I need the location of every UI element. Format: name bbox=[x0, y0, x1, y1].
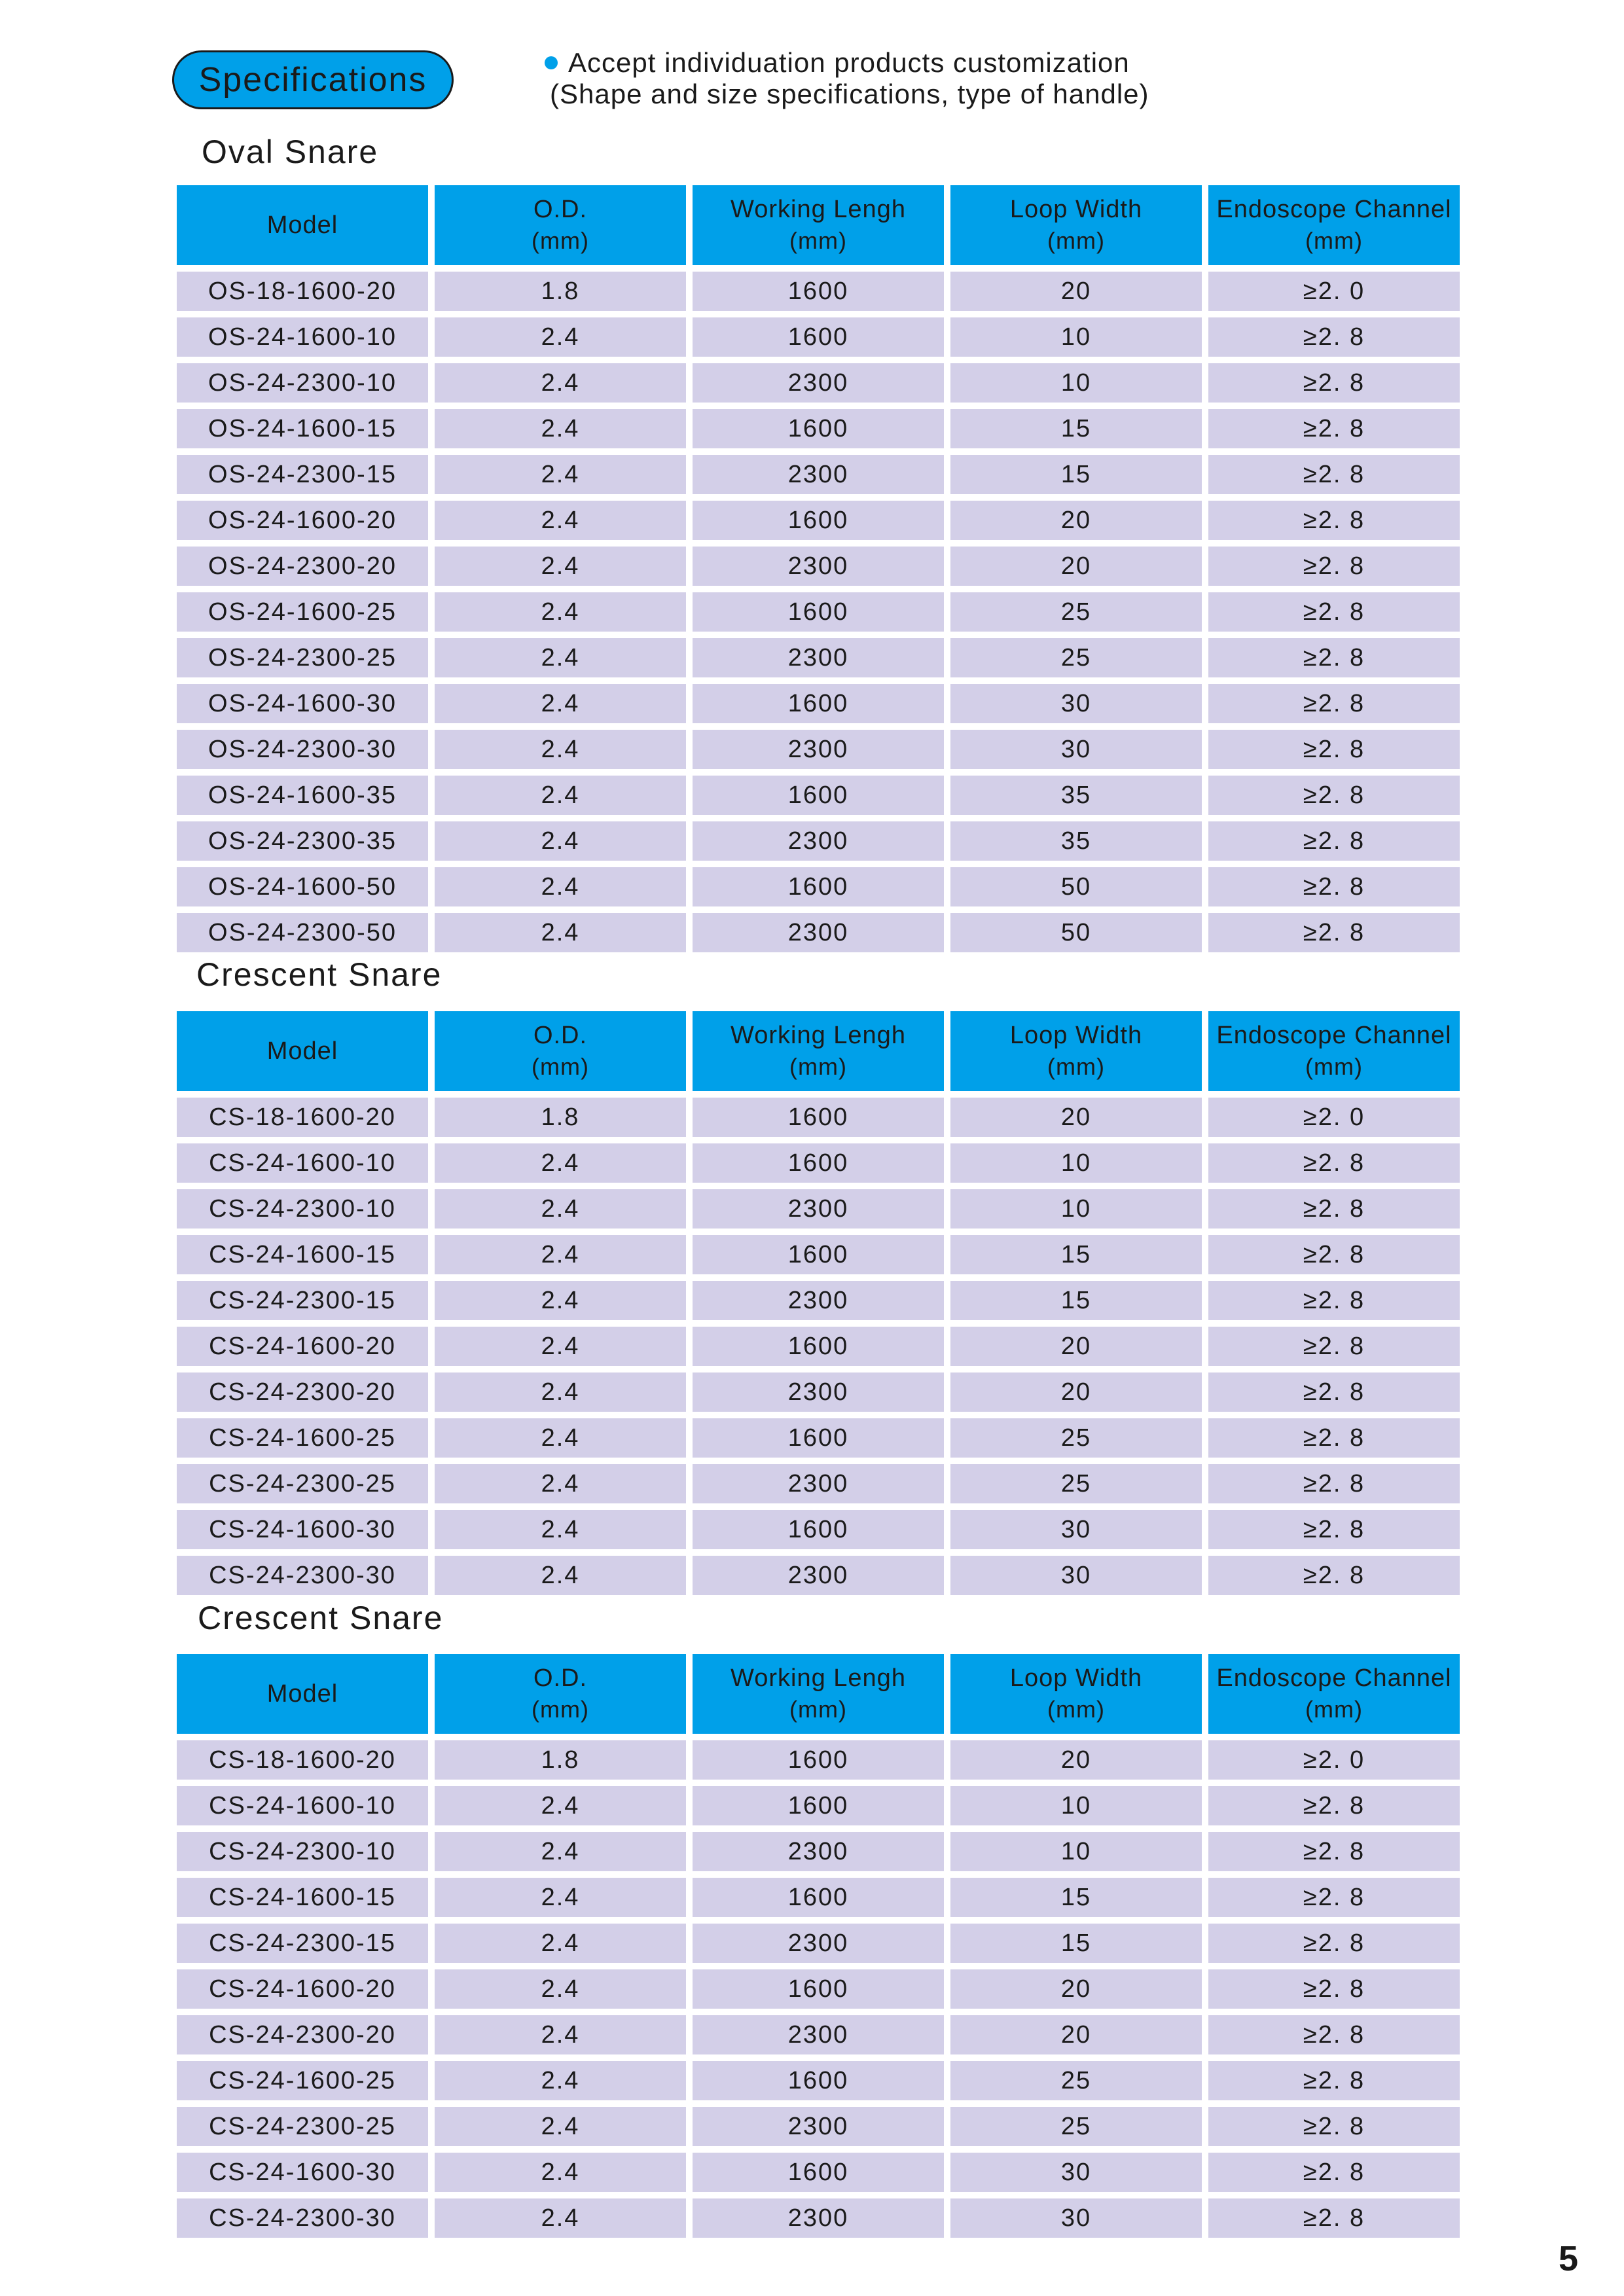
cell-loop-width: 15 bbox=[950, 455, 1202, 494]
cell-loop-width: 50 bbox=[950, 867, 1202, 906]
cell-od: 2.4 bbox=[435, 592, 686, 632]
column-header-unit: (mm) bbox=[532, 1053, 589, 1080]
cell-model: CS-24-1600-30 bbox=[177, 2153, 428, 2192]
cell-od: 2.4 bbox=[435, 1556, 686, 1595]
cell-working-length: 1600 bbox=[693, 1327, 944, 1366]
cell-working-length: 1600 bbox=[693, 1510, 944, 1549]
cell-working-length: 2300 bbox=[693, 1372, 944, 1412]
column-header-unit: (mm) bbox=[789, 1053, 847, 1080]
cell-od: 2.4 bbox=[435, 2107, 686, 2146]
cell-working-length: 1600 bbox=[693, 1143, 944, 1183]
cell-model: OS-24-2300-50 bbox=[177, 913, 428, 952]
cell-endoscope-channel: ≥2. 8 bbox=[1208, 1143, 1460, 1183]
column-header-model bbox=[177, 185, 428, 265]
column-header-loop-width bbox=[950, 185, 1202, 265]
cell-working-length: 1600 bbox=[693, 592, 944, 632]
cell-model: CS-24-2300-10 bbox=[177, 1189, 428, 1229]
cell-od: 2.4 bbox=[435, 1189, 686, 1229]
cell-endoscope-channel: ≥2. 8 bbox=[1208, 867, 1460, 906]
cell-loop-width: 20 bbox=[950, 1740, 1202, 1780]
cell-loop-width: 10 bbox=[950, 1786, 1202, 1825]
spec-table bbox=[177, 1011, 1460, 1595]
column-header-label: O.D. bbox=[533, 196, 588, 223]
cell-od: 2.4 bbox=[435, 776, 686, 815]
cell-endoscope-channel: ≥2. 0 bbox=[1208, 272, 1460, 311]
cell-loop-width: 15 bbox=[950, 1235, 1202, 1274]
cell-loop-width: 10 bbox=[950, 363, 1202, 403]
cell-working-length: 1600 bbox=[693, 2153, 944, 2192]
cell-od: 2.4 bbox=[435, 1372, 686, 1412]
column-header-label: Loop Width bbox=[1009, 196, 1143, 223]
cell-loop-width: 25 bbox=[950, 638, 1202, 677]
column-header-label: Working Lengh bbox=[731, 196, 906, 223]
cell-endoscope-channel: ≥2. 8 bbox=[1208, 1832, 1460, 1871]
cell-od: 2.4 bbox=[435, 2198, 686, 2238]
section-title-oval-snare: Oval Snare bbox=[202, 134, 379, 170]
cell-endoscope-channel: ≥2. 8 bbox=[1208, 455, 1460, 494]
cell-working-length: 1600 bbox=[693, 317, 944, 357]
cell-od: 2.4 bbox=[435, 2153, 686, 2192]
cell-loop-width: 15 bbox=[950, 1924, 1202, 1963]
cell-working-length: 1600 bbox=[693, 1878, 944, 1917]
cell-od: 2.4 bbox=[435, 1832, 686, 1871]
cell-working-length: 2300 bbox=[693, 363, 944, 403]
cell-working-length: 2300 bbox=[693, 1464, 944, 1503]
cell-od: 2.4 bbox=[435, 1510, 686, 1549]
cell-od: 2.4 bbox=[435, 501, 686, 540]
cell-endoscope-channel: ≥2. 8 bbox=[1208, 501, 1460, 540]
cell-loop-width: 30 bbox=[950, 1510, 1202, 1549]
cell-od: 2.4 bbox=[435, 1878, 686, 1917]
column-header-label: Endoscope Channel bbox=[1216, 196, 1452, 223]
cell-endoscope-channel: ≥2. 8 bbox=[1208, 2198, 1460, 2238]
cell-od: 2.4 bbox=[435, 409, 686, 448]
cell-model: CS-24-1600-25 bbox=[177, 1418, 428, 1458]
cell-endoscope-channel: ≥2. 8 bbox=[1208, 1878, 1460, 1917]
column-header-label: O.D. bbox=[533, 1022, 588, 1049]
cell-loop-width: 20 bbox=[950, 2015, 1202, 2054]
cell-model: CS-24-2300-30 bbox=[177, 2198, 428, 2238]
section-title-crescent-snare: Crescent Snare bbox=[198, 1600, 444, 1636]
cell-working-length: 1600 bbox=[693, 272, 944, 311]
cell-endoscope-channel: ≥2. 8 bbox=[1208, 1281, 1460, 1320]
cell-working-length: 1600 bbox=[693, 684, 944, 723]
cell-endoscope-channel: ≥2. 8 bbox=[1208, 2153, 1460, 2192]
cell-model: OS-24-2300-20 bbox=[177, 547, 428, 586]
cell-od: 2.4 bbox=[435, 821, 686, 861]
cell-od: 2.4 bbox=[435, 1969, 686, 2009]
cell-model: CS-24-1600-25 bbox=[177, 2061, 428, 2100]
cell-endoscope-channel: ≥2. 0 bbox=[1208, 1740, 1460, 1780]
cell-od: 1.8 bbox=[435, 272, 686, 311]
cell-working-length: 2300 bbox=[693, 1556, 944, 1595]
cell-model: CS-24-2300-15 bbox=[177, 1281, 428, 1320]
cell-od: 2.4 bbox=[435, 638, 686, 677]
cell-model: OS-24-2300-25 bbox=[177, 638, 428, 677]
cell-od: 2.4 bbox=[435, 2061, 686, 2100]
cell-model: CS-24-2300-15 bbox=[177, 1924, 428, 1963]
cell-loop-width: 20 bbox=[950, 272, 1202, 311]
cell-working-length: 1600 bbox=[693, 1418, 944, 1458]
cell-model: CS-24-1600-10 bbox=[177, 1786, 428, 1825]
cell-loop-width: 20 bbox=[950, 501, 1202, 540]
cell-model: CS-24-1600-20 bbox=[177, 1969, 428, 2009]
cell-endoscope-channel: ≥2. 8 bbox=[1208, 684, 1460, 723]
cell-loop-width: 10 bbox=[950, 1143, 1202, 1183]
page-number: 5 bbox=[1558, 2239, 1578, 2278]
cell-loop-width: 30 bbox=[950, 684, 1202, 723]
column-header-unit: (mm) bbox=[1305, 227, 1363, 254]
cell-working-length: 1600 bbox=[693, 1235, 944, 1274]
cell-od: 1.8 bbox=[435, 1098, 686, 1137]
cell-loop-width: 30 bbox=[950, 1556, 1202, 1595]
cell-model: OS-24-2300-10 bbox=[177, 363, 428, 403]
cell-loop-width: 20 bbox=[950, 1372, 1202, 1412]
column-header-unit: (mm) bbox=[1305, 1053, 1363, 1080]
cell-model: CS-24-2300-20 bbox=[177, 2015, 428, 2054]
cell-working-length: 2300 bbox=[693, 1924, 944, 1963]
cell-od: 2.4 bbox=[435, 1924, 686, 1963]
cell-working-length: 1600 bbox=[693, 1740, 944, 1780]
note-text-1: Accept individuation products customization bbox=[568, 47, 1130, 78]
column-header-label: Loop Width bbox=[1009, 1664, 1143, 1692]
cell-endoscope-channel: ≥2. 8 bbox=[1208, 1510, 1460, 1549]
cell-endoscope-channel: ≥2. 8 bbox=[1208, 1464, 1460, 1503]
cell-od: 2.4 bbox=[435, 1281, 686, 1320]
cell-model: CS-24-2300-25 bbox=[177, 2107, 428, 2146]
cell-od: 2.4 bbox=[435, 1786, 686, 1825]
cell-loop-width: 15 bbox=[950, 409, 1202, 448]
column-header-unit: (mm) bbox=[789, 227, 847, 254]
specifications-badge bbox=[172, 50, 454, 109]
cell-model: OS-24-1600-25 bbox=[177, 592, 428, 632]
note-text-2: (Shape and size specifications, type of handle) bbox=[550, 79, 1149, 109]
cell-working-length: 1600 bbox=[693, 501, 944, 540]
cell-working-length: 2300 bbox=[693, 2015, 944, 2054]
cell-model: CS-24-2300-25 bbox=[177, 1464, 428, 1503]
column-header-label: Endoscope Channel bbox=[1216, 1664, 1452, 1692]
cell-working-length: 2300 bbox=[693, 547, 944, 586]
cell-od: 2.4 bbox=[435, 2015, 686, 2054]
cell-endoscope-channel: ≥2. 8 bbox=[1208, 1372, 1460, 1412]
cell-od: 2.4 bbox=[435, 867, 686, 906]
column-header-label: Model bbox=[266, 211, 338, 239]
cell-model: OS-24-1600-15 bbox=[177, 409, 428, 448]
column-header-label: O.D. bbox=[533, 1664, 588, 1692]
cell-endoscope-channel: ≥2. 8 bbox=[1208, 592, 1460, 632]
cell-working-length: 1600 bbox=[693, 1969, 944, 2009]
cell-model: OS-24-2300-30 bbox=[177, 730, 428, 769]
cell-model: OS-24-2300-15 bbox=[177, 455, 428, 494]
cell-endoscope-channel: ≥2. 8 bbox=[1208, 1969, 1460, 2009]
cell-od: 2.4 bbox=[435, 1143, 686, 1183]
cell-endoscope-channel: ≥2. 8 bbox=[1208, 913, 1460, 952]
cell-loop-width: 25 bbox=[950, 1464, 1202, 1503]
cell-loop-width: 20 bbox=[950, 547, 1202, 586]
cell-loop-width: 30 bbox=[950, 730, 1202, 769]
cell-loop-width: 15 bbox=[950, 1281, 1202, 1320]
cell-working-length: 2300 bbox=[693, 2198, 944, 2238]
cell-od: 2.4 bbox=[435, 455, 686, 494]
cell-loop-width: 15 bbox=[950, 1878, 1202, 1917]
cell-working-length: 2300 bbox=[693, 821, 944, 861]
cell-endoscope-channel: ≥2. 8 bbox=[1208, 2107, 1460, 2146]
cell-od: 2.4 bbox=[435, 1418, 686, 1458]
cell-model: OS-24-2300-35 bbox=[177, 821, 428, 861]
cell-endoscope-channel: ≥2. 8 bbox=[1208, 1556, 1460, 1595]
cell-working-length: 2300 bbox=[693, 913, 944, 952]
column-header-unit: (mm) bbox=[532, 1696, 589, 1723]
cell-loop-width: 20 bbox=[950, 1098, 1202, 1137]
cell-loop-width: 35 bbox=[950, 821, 1202, 861]
column-header-label: Endoscope Channel bbox=[1216, 1022, 1452, 1049]
cell-od: 2.4 bbox=[435, 363, 686, 403]
column-header-unit: (mm) bbox=[1047, 1053, 1105, 1080]
cell-od: 2.4 bbox=[435, 1327, 686, 1366]
cell-working-length: 2300 bbox=[693, 455, 944, 494]
cell-model: CS-24-2300-10 bbox=[177, 1832, 428, 1871]
cell-loop-width: 20 bbox=[950, 1969, 1202, 2009]
cell-endoscope-channel: ≥2. 8 bbox=[1208, 2061, 1460, 2100]
cell-endoscope-channel: ≥2. 8 bbox=[1208, 1189, 1460, 1229]
cell-endoscope-channel: ≥2. 8 bbox=[1208, 1924, 1460, 1963]
cell-endoscope-channel: ≥2. 8 bbox=[1208, 317, 1460, 357]
cell-endoscope-channel: ≥2. 8 bbox=[1208, 363, 1460, 403]
cell-endoscope-channel: ≥2. 8 bbox=[1208, 730, 1460, 769]
cell-loop-width: 30 bbox=[950, 2153, 1202, 2192]
cell-loop-width: 30 bbox=[950, 2198, 1202, 2238]
cell-working-length: 1600 bbox=[693, 1098, 944, 1137]
cell-model: OS-24-1600-35 bbox=[177, 776, 428, 815]
column-header-endoscope-channel bbox=[1208, 1011, 1460, 1091]
cell-loop-width: 50 bbox=[950, 913, 1202, 952]
cell-model: CS-24-1600-20 bbox=[177, 1327, 428, 1366]
cell-od: 2.4 bbox=[435, 317, 686, 357]
cell-loop-width: 25 bbox=[950, 2061, 1202, 2100]
cell-loop-width: 35 bbox=[950, 776, 1202, 815]
cell-endoscope-channel: ≥2. 8 bbox=[1208, 409, 1460, 448]
cell-working-length: 1600 bbox=[693, 2061, 944, 2100]
section-title-crescent-snare: Crescent Snare bbox=[196, 956, 442, 993]
page-title: Specifications bbox=[198, 61, 427, 99]
cell-model: CS-24-1600-10 bbox=[177, 1143, 428, 1183]
column-header-od bbox=[435, 185, 686, 265]
cell-endoscope-channel: ≥2. 8 bbox=[1208, 2015, 1460, 2054]
cell-working-length: 1600 bbox=[693, 776, 944, 815]
cell-endoscope-channel: ≥2. 8 bbox=[1208, 821, 1460, 861]
column-header-working-length bbox=[693, 1654, 944, 1734]
cell-od: 2.4 bbox=[435, 730, 686, 769]
customization-note bbox=[545, 47, 1149, 110]
cell-od: 1.8 bbox=[435, 1740, 686, 1780]
column-header-label: Loop Width bbox=[1009, 1022, 1143, 1049]
cell-od: 2.4 bbox=[435, 1235, 686, 1274]
cell-loop-width: 20 bbox=[950, 1327, 1202, 1366]
cell-od: 2.4 bbox=[435, 684, 686, 723]
cell-loop-width: 25 bbox=[950, 1418, 1202, 1458]
column-header-loop-width bbox=[950, 1011, 1202, 1091]
column-header-endoscope-channel bbox=[1208, 185, 1460, 265]
bullet-dot-icon bbox=[545, 56, 558, 69]
note-line-1 bbox=[545, 47, 1149, 79]
cell-loop-width: 10 bbox=[950, 1189, 1202, 1229]
cell-od: 2.4 bbox=[435, 913, 686, 952]
column-header-label: Working Lengh bbox=[731, 1022, 906, 1049]
cell-model: OS-18-1600-20 bbox=[177, 272, 428, 311]
column-header-label: Model bbox=[266, 1037, 338, 1065]
spec-table bbox=[177, 1654, 1460, 2238]
cell-working-length: 2300 bbox=[693, 730, 944, 769]
cell-loop-width: 25 bbox=[950, 2107, 1202, 2146]
cell-model: CS-24-1600-15 bbox=[177, 1235, 428, 1274]
column-header-od bbox=[435, 1011, 686, 1091]
cell-model: CS-24-1600-15 bbox=[177, 1878, 428, 1917]
cell-working-length: 2300 bbox=[693, 638, 944, 677]
cell-endoscope-channel: ≥2. 0 bbox=[1208, 1098, 1460, 1137]
column-header-od bbox=[435, 1654, 686, 1734]
column-header-model bbox=[177, 1011, 428, 1091]
cell-loop-width: 25 bbox=[950, 592, 1202, 632]
cell-endoscope-channel: ≥2. 8 bbox=[1208, 1235, 1460, 1274]
cell-working-length: 2300 bbox=[693, 2107, 944, 2146]
cell-endoscope-channel: ≥2. 8 bbox=[1208, 547, 1460, 586]
cell-working-length: 2300 bbox=[693, 1189, 944, 1229]
cell-endoscope-channel: ≥2. 8 bbox=[1208, 1327, 1460, 1366]
cell-working-length: 1600 bbox=[693, 409, 944, 448]
column-header-loop-width bbox=[950, 1654, 1202, 1734]
cell-loop-width: 10 bbox=[950, 1832, 1202, 1871]
column-header-working-length bbox=[693, 185, 944, 265]
cell-working-length: 1600 bbox=[693, 867, 944, 906]
column-header-label: Working Lengh bbox=[731, 1664, 906, 1692]
spec-table bbox=[177, 185, 1460, 952]
cell-model: OS-24-1600-30 bbox=[177, 684, 428, 723]
cell-endoscope-channel: ≥2. 8 bbox=[1208, 638, 1460, 677]
column-header-endoscope-channel bbox=[1208, 1654, 1460, 1734]
cell-model: OS-24-1600-10 bbox=[177, 317, 428, 357]
column-header-unit: (mm) bbox=[789, 1696, 847, 1723]
cell-endoscope-channel: ≥2. 8 bbox=[1208, 1418, 1460, 1458]
column-header-label: Model bbox=[266, 1680, 338, 1708]
cell-od: 2.4 bbox=[435, 547, 686, 586]
column-header-working-length bbox=[693, 1011, 944, 1091]
cell-endoscope-channel: ≥2. 8 bbox=[1208, 776, 1460, 815]
cell-working-length: 2300 bbox=[693, 1832, 944, 1871]
cell-endoscope-channel: ≥2. 8 bbox=[1208, 1786, 1460, 1825]
column-header-unit: (mm) bbox=[1047, 1696, 1105, 1723]
cell-working-length: 2300 bbox=[693, 1281, 944, 1320]
cell-model: CS-18-1600-20 bbox=[177, 1740, 428, 1780]
cell-model: OS-24-1600-50 bbox=[177, 867, 428, 906]
column-header-model bbox=[177, 1654, 428, 1734]
column-header-unit: (mm) bbox=[1047, 227, 1105, 254]
cell-model: CS-18-1600-20 bbox=[177, 1098, 428, 1137]
cell-working-length: 1600 bbox=[693, 1786, 944, 1825]
column-header-unit: (mm) bbox=[532, 227, 589, 254]
column-header-unit: (mm) bbox=[1305, 1696, 1363, 1723]
cell-model: CS-24-2300-20 bbox=[177, 1372, 428, 1412]
cell-model: CS-24-1600-30 bbox=[177, 1510, 428, 1549]
cell-od: 2.4 bbox=[435, 1464, 686, 1503]
cell-model: CS-24-2300-30 bbox=[177, 1556, 428, 1595]
cell-loop-width: 10 bbox=[950, 317, 1202, 357]
cell-model: OS-24-1600-20 bbox=[177, 501, 428, 540]
